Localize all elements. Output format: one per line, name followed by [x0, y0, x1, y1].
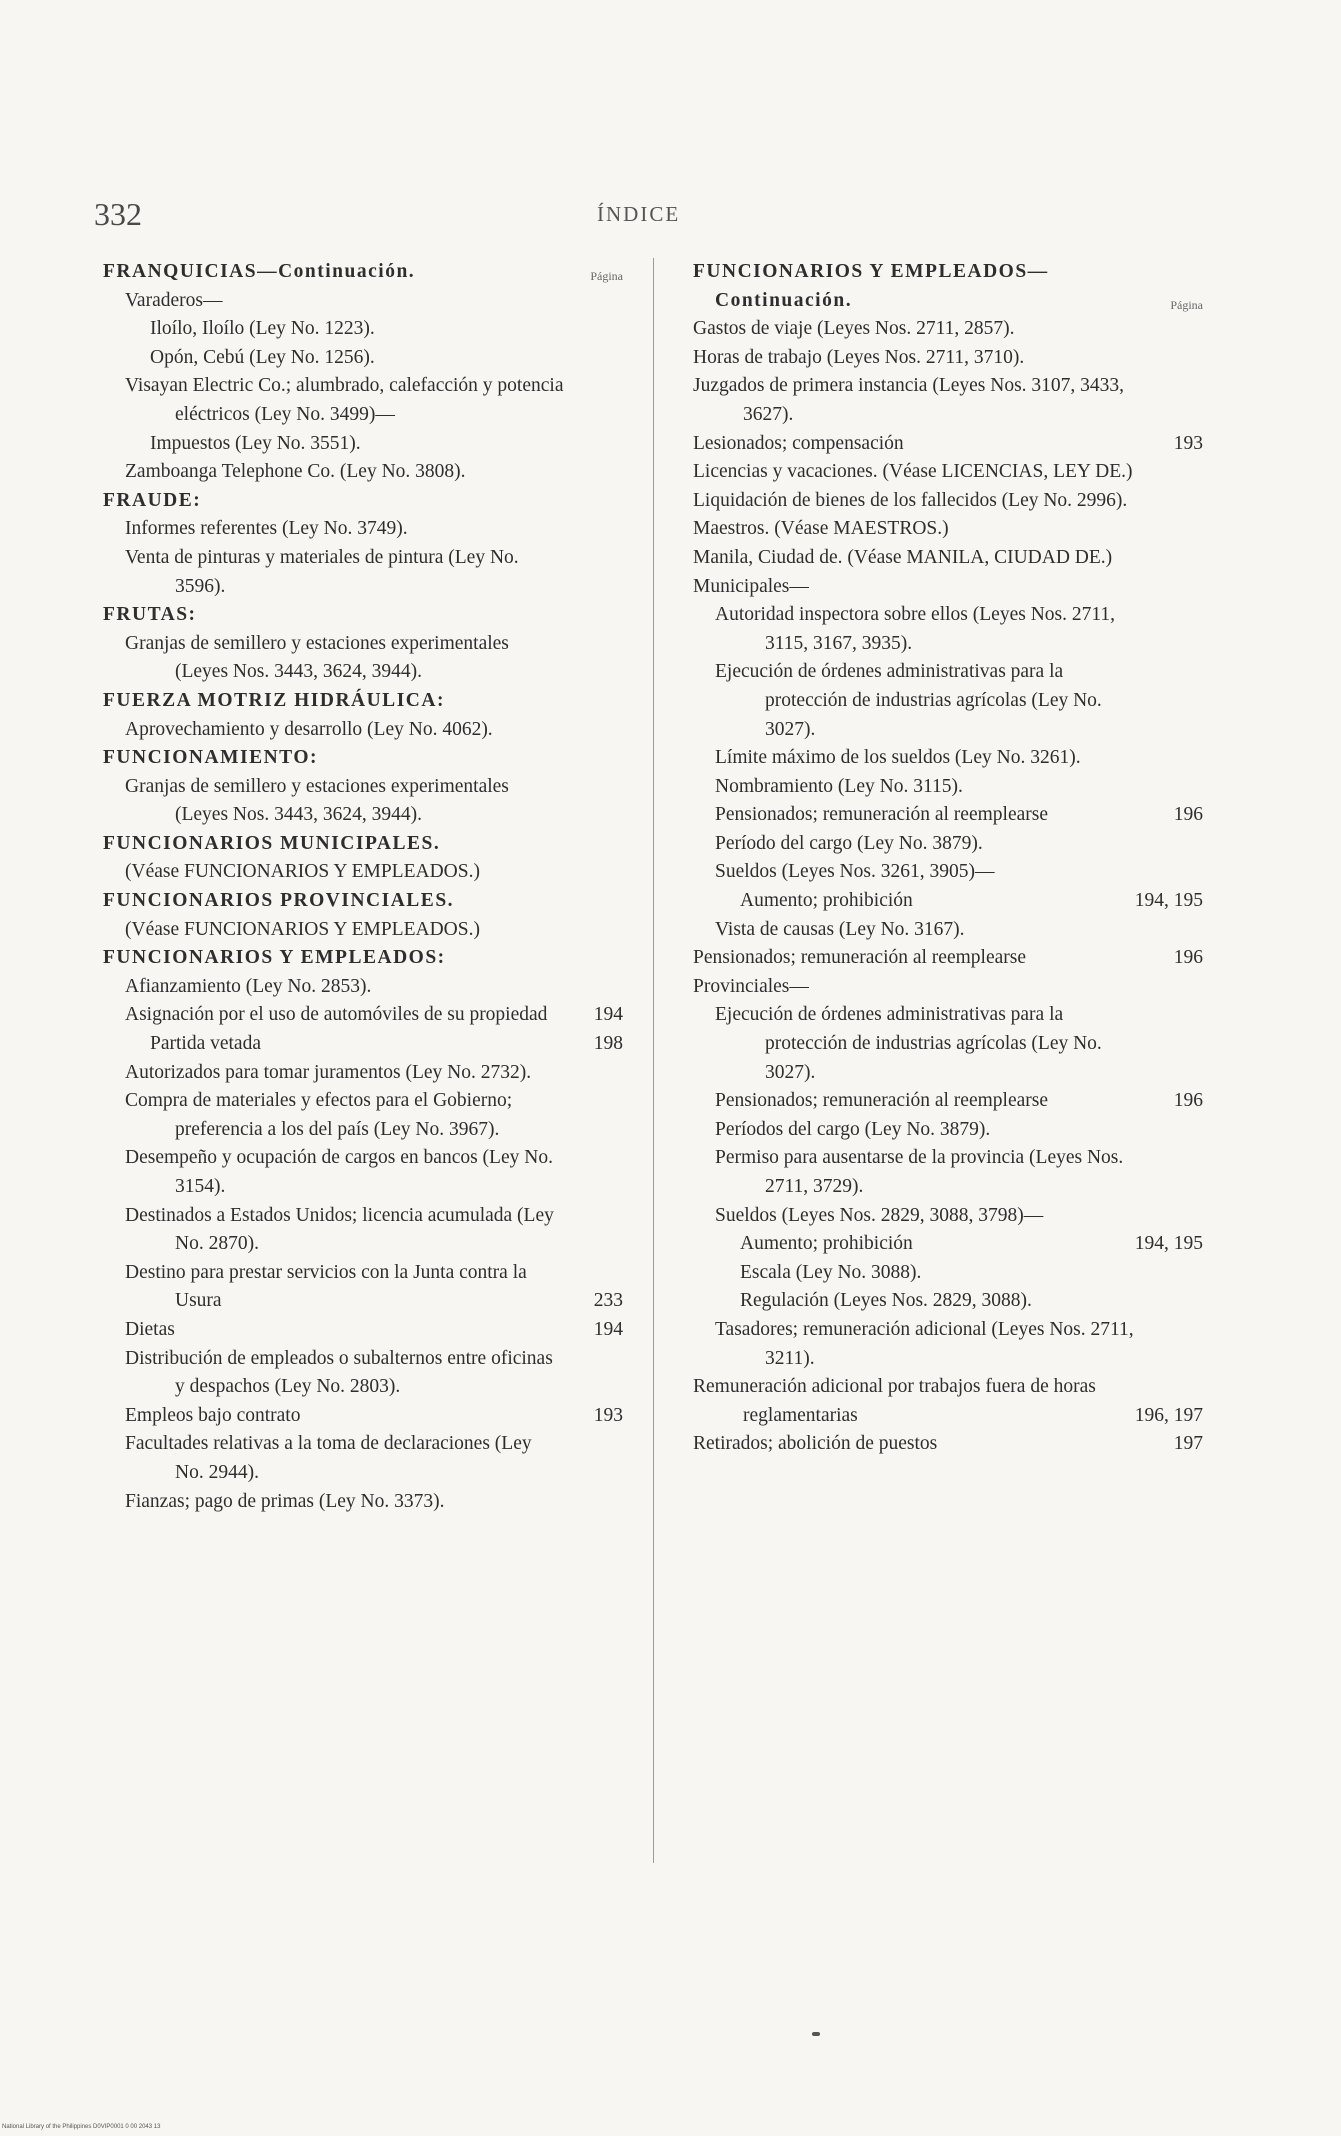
page-reference: 197 — [1173, 1433, 1203, 1455]
index-entry-text: Dietas — [125, 1318, 175, 1340]
index-entry-text: Partida vetada — [150, 1033, 261, 1055]
index-entry-text: Distribución de empleados o subalternos entre oficinas y despachos (Ley No. 2803). — [125, 1347, 553, 1398]
page-reference: 194 — [593, 1004, 623, 1026]
index-entry-text: Liquidación de bienes de los fallecidos (Ley No. 2996). — [693, 489, 1128, 511]
index-heading-text: FUNCIONARIOS Y EMPLEADOS: — [103, 947, 446, 969]
page-reference: 194 — [593, 1318, 623, 1340]
index-entry-text: Iloílo, Iloílo (Ley No. 1223). — [150, 318, 375, 340]
index-entry-text: Gastos de viaje (Leyes Nos. 2711, 2857). — [693, 318, 1015, 340]
index-entry-text: Pensionados; remuneración al reemplearse — [715, 804, 1048, 826]
index-entry-text: Autoridad inspectora sobre ellos (Leyes Nos. 2711, 3115, 3167, 3935). — [715, 604, 1116, 654]
index-entry-text: Zamboanga Telephone Co. (Ley No. 3808). — [125, 461, 466, 483]
index-entry — [693, 830, 1203, 859]
index-entry-text: Aumento; prohibición — [740, 1233, 913, 1255]
page-number: 332 — [94, 196, 142, 232]
index-entry-text: Lesionados; compensación — [693, 432, 904, 454]
index-entry — [103, 544, 623, 601]
index-entry — [103, 287, 623, 316]
index-heading — [103, 744, 623, 773]
index-entry-text: Permiso para ausentarse de la provincia (Leyes Nos. 2711, 3729). — [715, 1147, 1124, 1197]
index-entry — [693, 344, 1203, 373]
index-entry — [103, 1202, 623, 1259]
index-entry — [693, 1087, 1203, 1116]
index-entry-text: Aumento; prohibición — [740, 890, 913, 912]
index-entry — [103, 1402, 623, 1431]
index-entry — [103, 1430, 623, 1487]
continuation-label-2: Continuación. — [715, 289, 853, 311]
index-entry-text: Autorizados para tomar juramentos (Ley No. 2732). — [125, 1061, 532, 1083]
index-entry-text: Límite máximo de los sueldos (Ley No. 3261). — [715, 747, 1081, 769]
index-heading — [103, 487, 623, 516]
index-entry-text: (Véase FUNCIONARIOS Y EMPLEADOS.) — [125, 861, 480, 883]
index-entry — [693, 801, 1203, 830]
index-entry — [103, 372, 623, 429]
index-entry — [103, 344, 623, 373]
index-entry — [693, 1316, 1203, 1373]
index-entry — [103, 858, 623, 887]
index-entry — [103, 973, 623, 1002]
index-entry-text: Vista de causas (Ley No. 3167). — [715, 918, 965, 940]
page-reference: 196 — [1173, 1090, 1203, 1112]
index-heading — [103, 830, 623, 859]
index-heading-text: FUNCIONAMIENTO: — [103, 747, 318, 769]
page-reference: 193 — [1173, 432, 1203, 454]
index-heading-text: FUNCIONARIOS MUNICIPALES. — [103, 832, 441, 854]
index-entry — [103, 1030, 623, 1059]
index-entry-text: Municipales— — [693, 575, 809, 597]
index-entry-text: Remuneración adicional por trabajos fuera de horas reglamentarias — [693, 1376, 1096, 1426]
index-entry-text: Períodos del cargo (Ley No. 3879). — [715, 1118, 991, 1140]
index-entry-text: Tasadores; remuneración adicional (Leyes Nos. 2711, 3211). — [715, 1318, 1134, 1369]
index-entry-text: Compra de materiales y efectos para el Gobierno; preferencia a los del país (Ley No. 3967). — [125, 1090, 513, 1140]
index-entry — [103, 1316, 623, 1345]
index-entry — [103, 1059, 623, 1088]
column-divider — [653, 258, 654, 1863]
right-entry-list — [693, 315, 1203, 1459]
pagina-label: Página — [1170, 297, 1203, 312]
right-column-head — [693, 258, 1203, 287]
index-entry — [693, 573, 1203, 602]
index-entry — [103, 1488, 623, 1517]
index-entry — [693, 1259, 1203, 1288]
index-entry-text: Granjas de semillero y estaciones experimentales (Leyes Nos. 3443, 3624, 3944). — [125, 775, 509, 826]
index-entry-text: (Véase FUNCIONARIOS Y EMPLEADOS.) — [125, 918, 480, 940]
index-entry — [103, 1144, 623, 1201]
index-entry — [693, 1001, 1203, 1087]
index-entry-text: Granjas de semillero y estaciones experimentales (Leyes Nos. 3443, 3624, 3944). — [125, 632, 509, 683]
index-heading-text: FUERZA MOTRIZ HIDRÁULICA: — [103, 689, 445, 711]
page-reference: 193 — [593, 1404, 623, 1426]
index-entry-text: Destinados a Estados Unidos; licencia acumulada (Ley No. 2870). — [125, 1204, 554, 1255]
index-entry — [693, 944, 1203, 973]
index-entry — [103, 1001, 623, 1030]
index-entry-text: Regulación (Leyes Nos. 2829, 3088). — [740, 1290, 1032, 1312]
page-header — [0, 196, 1341, 236]
index-entry-text: Destino para prestar servicios con la Junta contra la Usura — [125, 1261, 527, 1312]
index-heading — [103, 601, 623, 630]
index-entry-text: Visayan Electric Co.; alumbrado, calefacción y potencia eléctricos (Ley No. 3499)— — [125, 375, 564, 425]
index-entry-text: Período del cargo (Ley No. 3879). — [715, 832, 983, 854]
running-title: ÍNDICE — [597, 202, 681, 226]
index-entry-text: Desempeño y ocupación de cargos en bancos (Ley No. 3154). — [125, 1147, 553, 1197]
index-entry — [693, 1287, 1203, 1316]
page-reference: 194, 195 — [1134, 1233, 1203, 1255]
index-entry-text: Nombramiento (Ley No. 3115). — [715, 775, 963, 797]
right-column — [693, 258, 1203, 1459]
index-heading-text: FRUTAS: — [103, 604, 197, 626]
index-entry — [693, 1116, 1203, 1145]
index-entry-text: Empleos bajo contrato — [125, 1404, 301, 1426]
index-entry-text: Licencias y vacaciones. (Véase LICENCIAS, LEY DE.) — [693, 461, 1133, 483]
continuation-label: FUNCIONARIOS Y EMPLEADOS— — [693, 261, 1049, 282]
library-stamp: National Library of the Philippines D0VIP0001 0 00 2043 13 — [2, 2124, 161, 2130]
index-entry — [693, 515, 1203, 544]
index-entry-text: Ejecución de órdenes administrativas para la protección de industrias agrícolas (Ley No. 3027). — [715, 1004, 1102, 1083]
index-entry — [103, 1259, 623, 1316]
index-entry-text: Maestros. (Véase MAESTROS.) — [693, 518, 949, 540]
index-entry — [693, 1144, 1203, 1201]
index-entry-text: Provinciales— — [693, 975, 809, 997]
index-entry — [693, 916, 1203, 945]
index-entry-text: Ejecución de órdenes administrativas para la protección de industrias agrícolas (Ley No. 3027). — [715, 661, 1102, 740]
index-entry — [693, 1373, 1203, 1430]
index-entry-text: Informes referentes (Ley No. 3749). — [125, 518, 408, 540]
index-entry — [693, 458, 1203, 487]
ink-mark — [812, 2032, 820, 2036]
index-entry-text: Retirados; abolición de puestos — [693, 1433, 938, 1455]
index-entry — [693, 773, 1203, 802]
pagina-label: Página — [590, 269, 623, 283]
page-reference: 196, 197 — [1134, 1404, 1203, 1426]
index-entry — [103, 458, 623, 487]
index-entry-text: Facultades relativas a la toma de declaraciones (Ley No. 2944). — [125, 1433, 532, 1483]
index-entry — [693, 544, 1203, 573]
index-entry — [693, 887, 1203, 916]
index-entry-text: Fianzas; pago de primas (Ley No. 3373). — [125, 1490, 445, 1512]
index-heading — [103, 887, 623, 916]
index-heading-text: FRAUDE: — [103, 489, 202, 511]
index-entry — [693, 1430, 1203, 1459]
index-entry-text: Pensionados; remuneración al reemplearse — [693, 947, 1026, 969]
index-entry-text: Varaderos— — [125, 289, 223, 311]
index-entry-text: Pensionados; remuneración al reemplearse — [715, 1090, 1048, 1112]
index-entry — [693, 430, 1203, 459]
index-entry-text: Manila, Ciudad de. (Véase MANILA, CIUDAD DE.) — [693, 546, 1113, 568]
index-entry-text: Sueldos (Leyes Nos. 2829, 3088, 3798)— — [715, 1204, 1044, 1226]
index-entry-text: Asignación por el uso de automóviles de su propiedad — [125, 1004, 548, 1026]
index-entry — [103, 916, 623, 945]
index-entry-text: Juzgados de primera instancia (Leyes Nos. 3107, 3433, 3627). — [693, 375, 1125, 425]
index-heading — [103, 944, 623, 973]
index-entry — [103, 430, 623, 459]
page-reference: 194, 195 — [1134, 890, 1203, 912]
index-entry — [693, 658, 1203, 744]
index-entry — [693, 315, 1203, 344]
index-entry-text: Opón, Cebú (Ley No. 1256). — [150, 346, 375, 368]
index-entry-text: Venta de pinturas y materiales de pintura (Ley No. 3596). — [125, 546, 519, 597]
index-entry — [693, 601, 1203, 658]
page-reference: 233 — [593, 1290, 623, 1312]
left-entry-list — [103, 287, 623, 1517]
index-entry — [693, 744, 1203, 773]
index-entry-text: Horas de trabajo (Leyes Nos. 2711, 3710). — [693, 346, 1025, 368]
continuation-label: FRANQUICIAS—Continuación. — [103, 261, 416, 282]
index-heading-text: FUNCIONARIOS PROVINCIALES. — [103, 890, 455, 912]
index-entry-text: Aprovechamiento y desarrollo (Ley No. 4062). — [125, 718, 493, 740]
index-entry — [103, 515, 623, 544]
index-entry — [103, 630, 623, 687]
index-entry — [103, 1087, 623, 1144]
index-entry-text: Afianzamiento (Ley No. 2853). — [125, 975, 372, 997]
index-entry — [693, 487, 1203, 516]
index-entry-text: Escala (Ley No. 3088). — [740, 1261, 922, 1283]
index-entry — [103, 716, 623, 745]
index-entry — [693, 1202, 1203, 1231]
index-entry-text: Impuestos (Ley No. 3551). — [150, 432, 361, 454]
index-entry — [103, 315, 623, 344]
index-entry — [693, 372, 1203, 429]
page-reference: 198 — [593, 1033, 623, 1055]
index-heading — [103, 687, 623, 716]
index-entry — [103, 1345, 623, 1402]
index-entry — [693, 1230, 1203, 1259]
index-entry — [103, 773, 623, 830]
page-reference: 196 — [1173, 804, 1203, 826]
page-reference: 196 — [1173, 947, 1203, 969]
left-column-head — [103, 258, 623, 287]
left-column — [103, 258, 623, 1516]
index-entry — [693, 858, 1203, 887]
right-column-head-2 — [693, 287, 1203, 316]
index-entry — [693, 973, 1203, 1002]
index-entry-text: Sueldos (Leyes Nos. 3261, 3905)— — [715, 861, 995, 883]
